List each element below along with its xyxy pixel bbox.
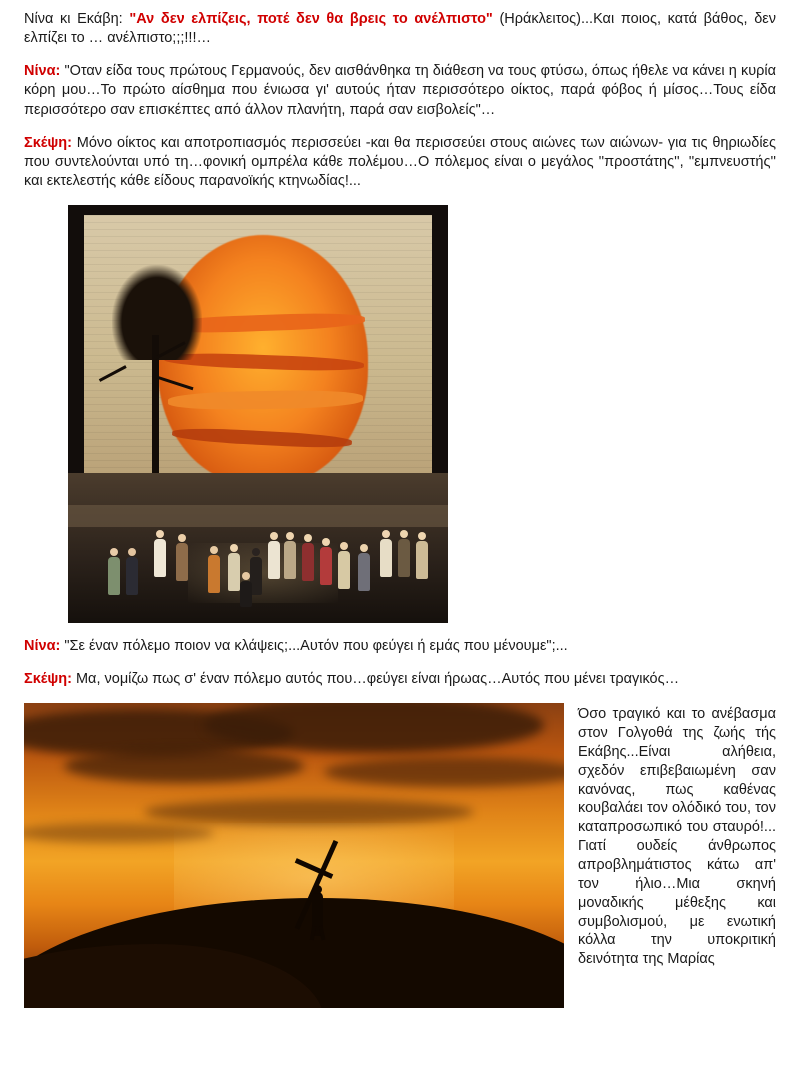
text-run: "Οταν είδα τους πρώτους Γερμανούς, δεν αισθάνθηκα τη διάθεση να τους φτύσω, όπως ήθελε να κάνει η κυρία κόρη μου…Το πρώτο αίσθημα που ένιωσα γι' αυτούς ήταν περισσότερο οίκτος, παρά φόβος ή μίσος…Τους είδα περισσότερο σαν επισκέπτες από άλλον πλανήτη, παρά σαν εισβολείς"… <box>24 63 776 118</box>
speaker-label-nina: Νίνα: <box>24 638 61 654</box>
actor-figure <box>302 534 314 581</box>
actor-figure <box>398 530 410 577</box>
speaker-label-skepsi: Σκέψη: <box>24 134 72 151</box>
actor-figure <box>176 534 188 581</box>
speaker-label-nina: Νίνα: <box>24 63 61 80</box>
actor-figure <box>154 530 166 577</box>
side-commentary-text: Όσο τραγικό και το ανέβασμα στον Γολγοθά της ζωής τής Εκάβης...Είναι αλήθεια, σχεδόν επιβεβαιωμένη σαν κανόνας, πως καθένας κουβαλάει τον ολόδικό του, τον καταπροσωπικό του σταυρό!... Γιατί ουδείς άνθρωπος απροβλημάτιστος κάτω απ' τον ήλιο…Μια σκηνή μοναδικής μέθεξης και συμβολισμού, με ενωτική κόλλα την υποκριτική δεινότητα της Μαρίας <box>578 706 776 968</box>
actor-figure <box>358 544 370 591</box>
actor-figure <box>108 548 120 595</box>
actor-figure <box>240 572 252 607</box>
actor-figure <box>284 532 296 579</box>
actor-figure <box>228 544 240 591</box>
actor-figure <box>268 532 280 579</box>
paragraph-heraclitus <box>24 10 776 48</box>
text-run: Μόνο οίκτος και αποτροπιασμός περισσεύει -και θα περισσεύει στους αιώνες των αιώνων- για τις θηριωδίες που συντελούνται υπό τη…φονική ομπρέλα κάθε πολέμου…Ο πόλεμος είναι ο μεγάλος ''προστάτης'', ''εμπνευστής'' και εκτελεστής κάθε είδους παρανοϊκής κτηνωδίας!... <box>24 134 776 189</box>
tree-silhouette <box>112 265 202 495</box>
heraclitus-quote: "Αν δεν ελπίζεις, ποτέ δεν θα βρεις το ανέλπιστο" <box>129 11 493 27</box>
paragraph-nina-1 <box>24 62 776 119</box>
paragraph-skepsi-2 <box>24 670 776 689</box>
actor-figure <box>416 532 428 579</box>
theatre-stage-photo <box>68 205 448 623</box>
text-run: (Ηράκλειτος)...Και ποιος, κατά βάθος, δεν ελπίζει το … ανέλπιστο;;;!!!… <box>24 11 776 47</box>
paragraph-nina-2 <box>24 637 776 656</box>
actors-group <box>68 485 448 595</box>
speaker-label-skepsi: Σκέψη: <box>24 671 72 688</box>
actor-figure <box>126 548 138 595</box>
cross-bearer-silhouette <box>292 858 348 936</box>
text-run: "Σε έναν πόλεμο ποιον να κλάψεις;...Αυτόν που φεύγει ή εμάς που μένουμε";... <box>60 638 568 654</box>
actor-figure <box>338 542 350 589</box>
actor-figure <box>380 530 392 577</box>
cross-sunset-photo <box>24 703 564 1008</box>
paragraph-skepsi-1 <box>24 134 776 191</box>
text-run: Νίνα κι Εκάβη: <box>24 11 130 27</box>
tree-branch <box>155 375 194 390</box>
text-run: Μα, νομίζω πως σ' έναν πόλεμο αυτός που…φεύγει είναι ήρωας…Αυτός που μένει τραγικός… <box>71 671 680 688</box>
actor-figure <box>320 538 332 585</box>
actor-figure <box>208 546 220 593</box>
bottom-section <box>24 703 776 1008</box>
